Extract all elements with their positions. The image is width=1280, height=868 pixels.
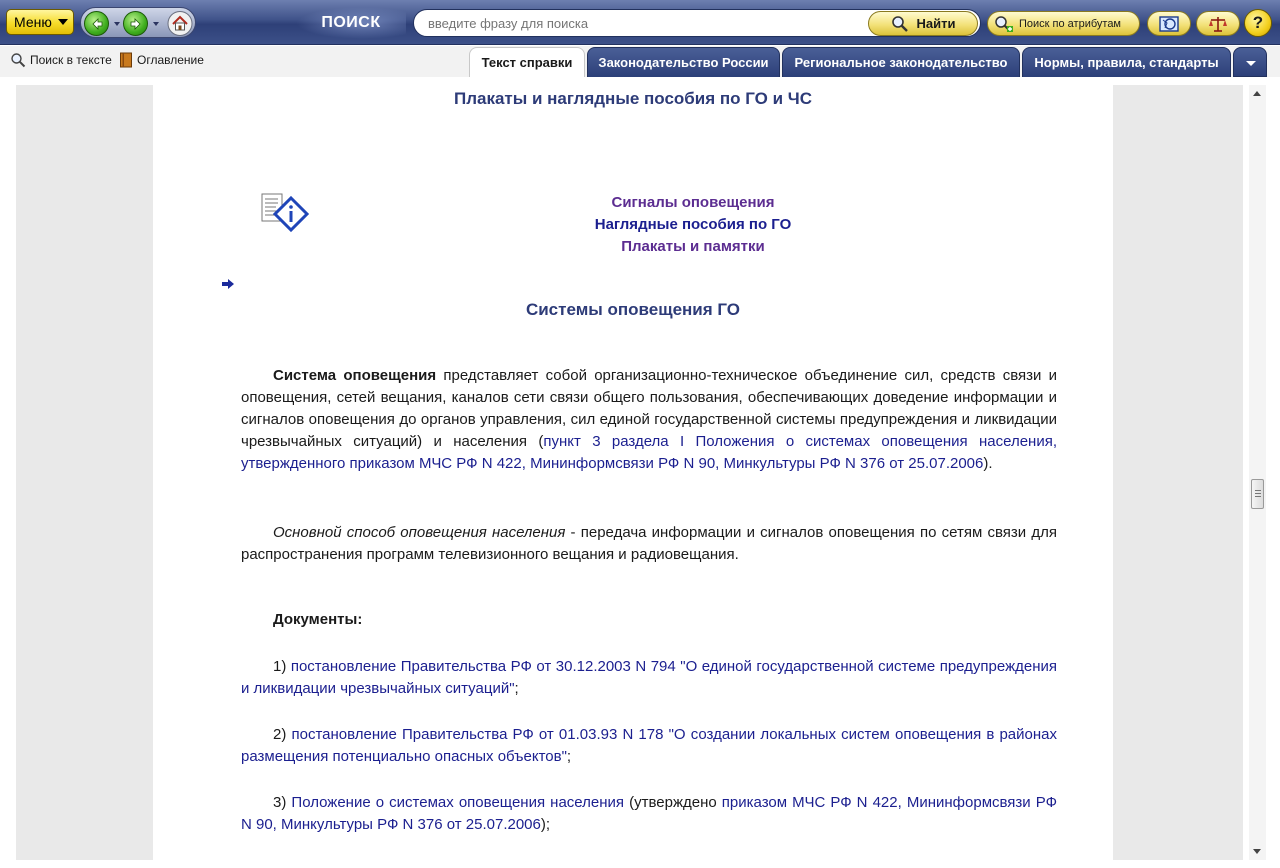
- search-in-text-button[interactable]: [10, 51, 112, 69]
- forward-arrow-icon: [129, 17, 143, 31]
- list-tail: ;: [514, 680, 519, 697]
- main-toolbar: [0, 0, 1280, 45]
- back-arrow-icon: [90, 17, 104, 31]
- contents-label: Оглавление: [137, 53, 204, 67]
- tab-label: Нормы, правила, стандарты: [1034, 55, 1219, 70]
- list-number: 1): [273, 658, 291, 675]
- find-button[interactable]: [868, 11, 978, 36]
- menu-button[interactable]: [6, 9, 74, 35]
- document-title: Плакаты и наглядные пособия по ГО и ЧС: [453, 89, 813, 108]
- term-italic: Основной способ оповещения населения: [273, 524, 566, 541]
- tab-label: Региональное законодательство: [794, 55, 1008, 70]
- link-document-178[interactable]: постановление Правительства РФ от 01.03.93 N 178 "О создании локальных систем оповещения в районах размещения потенциально опасных объектов": [241, 726, 1058, 765]
- arrow-right-icon: [221, 278, 235, 290]
- legal-button[interactable]: [1196, 11, 1240, 36]
- document-list-item: [241, 656, 1057, 700]
- home-button[interactable]: [167, 11, 193, 36]
- paragraph-tail: ).: [983, 455, 993, 472]
- paragraph-definition: [241, 365, 1057, 475]
- forward-history-dropdown[interactable]: [153, 22, 159, 26]
- tab-norms-standards[interactable]: [1022, 47, 1231, 77]
- documents-heading: Документы:: [273, 611, 363, 628]
- list-mid: (утверждено: [624, 794, 722, 811]
- tab-regional-legislation[interactable]: [782, 47, 1020, 77]
- link-civil-defense-aids[interactable]: Наглядные пособия по ГО: [594, 216, 792, 233]
- paragraph-text: - передача информации и сигналов оповещения по сетям связи для распространения программ телевизионного вещания и радиовещания.: [241, 524, 1057, 563]
- magnifier-icon: [891, 15, 909, 33]
- link-document-794[interactable]: постановление Правительства РФ от 30.12.2003 N 794 "О единой государственной системе предупреждения и ликвидации чрезвычайных ситуаций": [241, 658, 1057, 697]
- document-page: [153, 85, 1113, 860]
- search-label: ПОИСК: [296, 7, 406, 39]
- forward-button[interactable]: [123, 11, 148, 36]
- document-list-item: [241, 724, 1057, 768]
- tab-help-text[interactable]: [469, 47, 585, 77]
- attribute-search-label: Поиск по атрибутам: [1019, 17, 1121, 30]
- secondary-toolbar: [0, 46, 1280, 77]
- navigation-group: [80, 7, 196, 38]
- chevron-down-icon: [58, 19, 68, 25]
- link-alert-systems-regulation[interactable]: Положение о системах оповещения населения: [291, 794, 625, 811]
- scrollbar-thumb[interactable]: [1251, 479, 1264, 509]
- scroll-down-icon[interactable]: [1253, 849, 1261, 854]
- list-number: 2): [273, 726, 292, 743]
- vertical-scrollbar[interactable]: [1249, 85, 1266, 860]
- link-posters-memos[interactable]: Плакаты и памятки: [621, 238, 765, 255]
- scales-icon: [1207, 14, 1229, 34]
- search-in-text-label: Поиск в тексте: [30, 53, 112, 67]
- paragraph-text: представляет собой организационно-техническое объединение сил, средств связи и оповещения, сетей вещания, каналов сети связи общего пользования, обеспечивающих доведение информации и сигналов оповещения до органов управления, сил единой государственной системы предупреждения и ликвидации чрезвычайных ситуаций) и населения (: [241, 367, 1057, 450]
- chevron-down-icon: [1246, 61, 1256, 66]
- link-regulation-clause[interactable]: пункт 3 раздела I Положения о системах оповещения населения, утвержденного приказом МЧС РФ N 422, Мининформсвязи РФ N 90, Минкультуры РФ N 376 от 25.07.2006: [241, 433, 1057, 472]
- help-button[interactable]: [1244, 9, 1272, 37]
- menu-button-label: Меню: [14, 14, 52, 30]
- magnifier-icon: [10, 52, 26, 68]
- tab-russian-legislation[interactable]: [587, 47, 780, 77]
- document-list-item: [241, 792, 1057, 836]
- map-icon: [1158, 15, 1180, 33]
- tab-label: Законодательство России: [598, 55, 769, 70]
- attribute-search-button[interactable]: [987, 11, 1140, 36]
- help-icon: ?: [1252, 13, 1264, 32]
- list-number: 3): [273, 794, 292, 811]
- tabs-more-button[interactable]: [1233, 47, 1267, 77]
- book-icon: [119, 52, 133, 68]
- term-bold: Система оповещения: [273, 367, 437, 384]
- list-tail: );: [540, 816, 551, 833]
- find-button-label: Найти: [916, 16, 956, 31]
- paragraph-main-method: [241, 522, 1057, 566]
- tab-label: Текст справки: [481, 55, 573, 70]
- back-history-dropdown[interactable]: [114, 22, 120, 26]
- attribute-search-icon: [994, 15, 1014, 33]
- link-order-422[interactable]: приказом МЧС РФ N 422, Мининформсвязи РФ N 90, Минкультуры РФ N 376 от 25.07.2006: [241, 794, 1057, 833]
- home-icon: [167, 11, 193, 36]
- section-title: Системы оповещения ГО: [525, 300, 741, 319]
- map-button[interactable]: [1147, 11, 1191, 36]
- list-tail: ;: [566, 748, 572, 765]
- link-alert-signals[interactable]: Сигналы оповещения: [611, 194, 775, 211]
- scroll-up-icon[interactable]: [1253, 91, 1261, 96]
- back-button[interactable]: [84, 11, 109, 36]
- document-viewer: [0, 77, 1280, 868]
- contents-button[interactable]: [119, 51, 204, 69]
